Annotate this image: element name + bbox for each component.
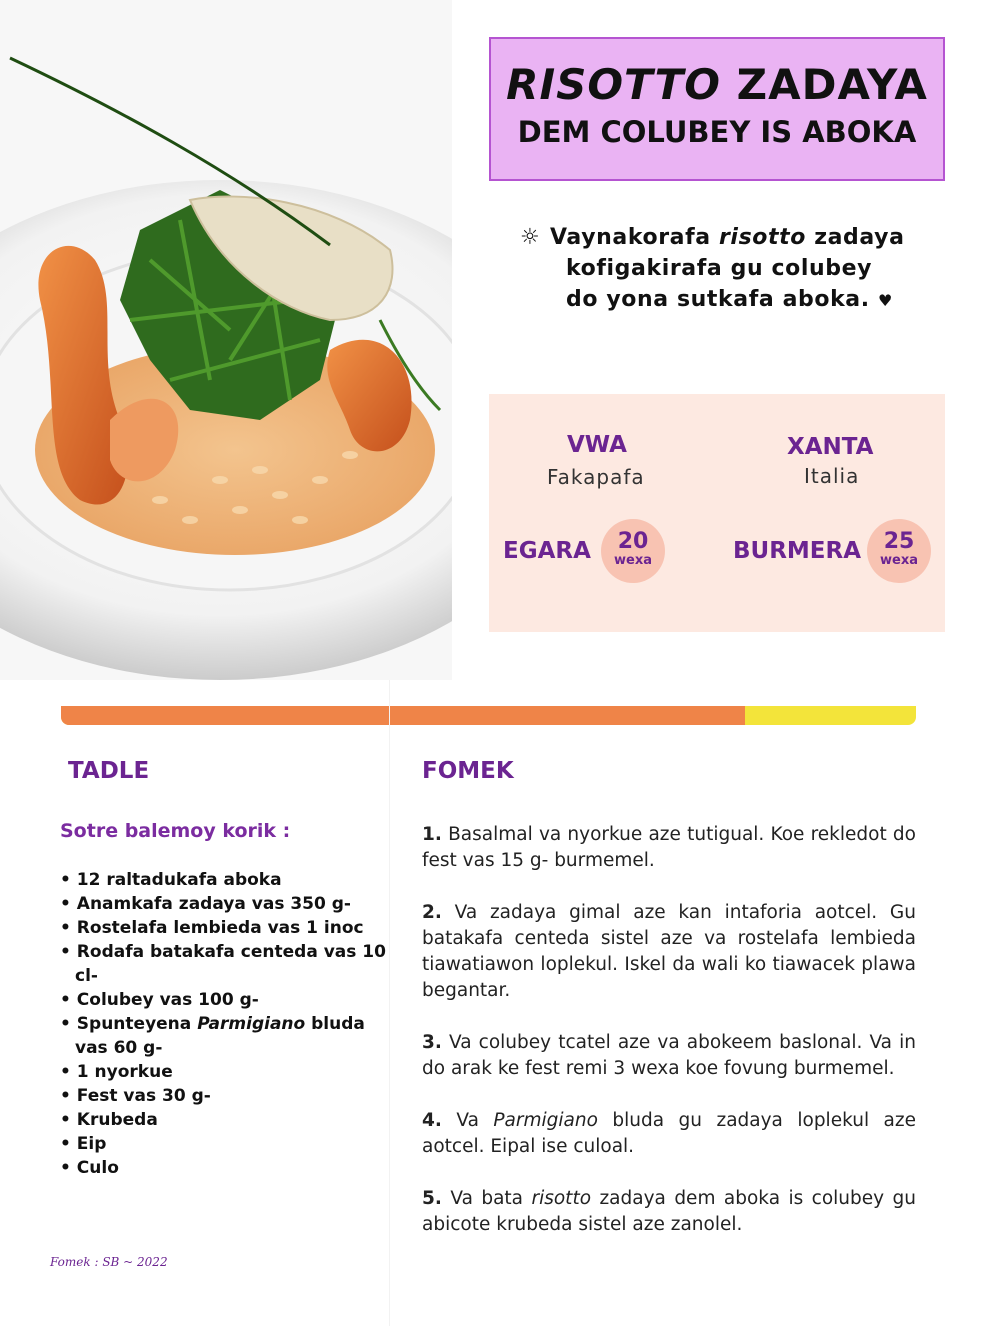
list-item: • Rostelafa lembieda vas 1 inoc: [60, 916, 390, 940]
step-5: 5. Va bata risotto zadaya dem aboka is colubey gu abicote krubeda sistel aze zanolel.: [422, 1188, 917, 1235]
intro-line-2: kofigakirafa gu colubey: [566, 256, 873, 281]
recipe-info-box: [489, 394, 945, 632]
list-item: • Rodafa batakafa centeda vas 10 cl-: [60, 940, 390, 988]
intro-line-3: do yona sutkafa aboka. ♥: [566, 287, 893, 312]
step-4: 4. Va Parmigiano bluda gu zadaya loplekul aze aotcel. Eipal ise culoal.: [422, 1110, 916, 1157]
egara-time-badge: [601, 519, 665, 583]
steps-list: [422, 822, 916, 1264]
steps-title: FOMEK: [422, 758, 514, 784]
title-rest: ZADAYA: [736, 60, 928, 109]
vwa-value: Fakapafa: [547, 465, 645, 489]
risotto-illustration: [0, 0, 452, 680]
credit-line: Fomek : SB ~ 2022: [50, 1255, 168, 1269]
burmera-time: 25: [883, 529, 915, 554]
step-3: 3. Va colubey tcatel aze va abokeem baslonal. Va in do arak ke fest remi 3 wexa koe fovung burmemel.: [422, 1032, 916, 1079]
list-item: • 1 nyorkue: [60, 1060, 390, 1084]
intro-line-1: ☼ Vaynakorafa risotto zadaya: [520, 222, 960, 253]
recipe-title: [491, 61, 943, 109]
egara-unit: wexa: [614, 553, 652, 568]
list-item: • Culo: [60, 1156, 390, 1180]
list-item: • Eip: [60, 1132, 390, 1156]
recipe-subtitle: DEM COLUBEY IS ABOKA: [517, 115, 917, 149]
burmera-unit: wexa: [880, 553, 918, 568]
divider-bar-fill: [61, 706, 745, 725]
xanta-label: XANTA: [787, 434, 874, 460]
burmera-time-badge: [867, 519, 931, 583]
list-item: • Colubey vas 100 g-: [60, 988, 390, 1012]
list-item: • Fest vas 30 g-: [60, 1084, 390, 1108]
title-italic: RISOTTO: [506, 60, 722, 109]
ingredients-subtitle: Sotre balemoy korik :: [60, 820, 291, 842]
vwa-label: VWA: [567, 432, 627, 458]
sun-icon: ☼: [520, 225, 541, 250]
food-photo: [0, 0, 452, 680]
step-2: 2. Va zadaya gimal aze kan intaforia aotcel. Gu batakafa centeda sistel aze va rostelafa lembieda tiawatiawon loplekul. Iskel da wali ko tiawacek plawa begantar.: [422, 902, 916, 1001]
intro-text: [520, 222, 960, 316]
burmera-label: BURMERA: [733, 538, 862, 564]
ingredients-title: TADLE: [68, 758, 150, 784]
egara-time: 20: [617, 529, 649, 554]
heart-icon: ♥: [877, 291, 893, 310]
egara-label: EGARA: [503, 538, 591, 564]
ingredients-list: [60, 868, 390, 1180]
divider-bar: [61, 706, 916, 725]
list-item: • Spunteyena Parmigiano bluda vas 60 g-: [60, 1012, 390, 1060]
list-item: • Anamkafa zadaya vas 350 g-: [60, 892, 390, 916]
list-item: • Krubeda: [60, 1108, 390, 1132]
xanta-value: Italia: [804, 464, 860, 488]
title-box: [489, 37, 945, 181]
step-1: 1. Basalmal va nyorkue aze tutigual. Koe rekledot do fest vas 15 g- burmemel.: [422, 824, 916, 871]
list-item: • 12 raltadukafa aboka: [60, 868, 390, 892]
